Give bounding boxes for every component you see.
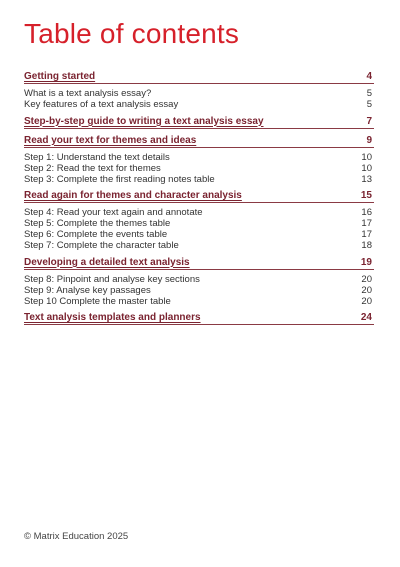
toc-entry[interactable] xyxy=(24,297,374,308)
page-title: Table of contents xyxy=(24,18,240,49)
toc-section xyxy=(24,115,374,129)
entry-page-number: 5 xyxy=(366,88,372,99)
toc-section-heading[interactable] xyxy=(24,256,374,270)
table-of-contents xyxy=(24,70,374,330)
section-page-number: 4 xyxy=(366,71,372,82)
toc-section-heading[interactable] xyxy=(24,189,374,203)
toc-entry[interactable] xyxy=(24,219,374,230)
section-page-number: 9 xyxy=(366,134,372,146)
entry-label: Step 7: Complete the character table xyxy=(24,240,179,251)
toc-entry[interactable] xyxy=(24,100,374,111)
section-page-number: 24 xyxy=(360,312,372,323)
toc-section-heading[interactable] xyxy=(24,115,374,129)
entry-page-number: 20 xyxy=(361,284,372,296)
entry-page-number: 10 xyxy=(361,151,372,163)
entry-label: Step 9: Analyse key passages xyxy=(24,284,151,296)
copyright-footer: © Matrix Education 2025 xyxy=(24,531,129,542)
entry-page-number: 10 xyxy=(361,162,372,174)
section-heading-label: Read your text for themes and ideas xyxy=(24,134,197,146)
entry-label: Step 8: Pinpoint and analyse key sections xyxy=(24,273,200,285)
toc-entry[interactable] xyxy=(24,230,374,241)
entry-page-number: 17 xyxy=(361,218,372,229)
entry-label: Step 10 Complete the master table xyxy=(24,295,171,307)
entry-label: Step 1: Understand the text details xyxy=(24,151,170,163)
toc-section-heading[interactable] xyxy=(24,134,374,148)
entry-label: Key features of a text analysis essay xyxy=(24,99,179,110)
entry-label: Step 6: Complete the events table xyxy=(24,229,168,240)
section-heading-label: Read again for themes and character analysis xyxy=(24,190,242,201)
entry-label: Step 2: Read the text for themes xyxy=(24,162,161,174)
entry-page-number: 13 xyxy=(361,173,372,185)
section-heading-label: Getting started xyxy=(24,71,96,82)
entry-page-number: 18 xyxy=(361,240,372,251)
entry-page-number: 5 xyxy=(366,99,372,110)
section-page-number: 15 xyxy=(360,190,372,201)
entry-label: Step 3: Complete the first reading notes table xyxy=(24,173,215,185)
toc-section xyxy=(24,134,374,186)
toc-section xyxy=(24,70,374,111)
entry-page-number: 17 xyxy=(361,229,372,240)
document-page xyxy=(24,0,374,567)
toc-entry[interactable] xyxy=(24,175,374,186)
entry-label: What is a text analysis essay? xyxy=(24,88,152,99)
section-heading-label: Text analysis templates and planners xyxy=(24,312,201,323)
toc-entry[interactable] xyxy=(24,275,374,286)
section-page-number: 19 xyxy=(360,256,372,268)
entry-label: Step 5: Complete the themes table xyxy=(24,218,171,229)
toc-section-heading[interactable] xyxy=(24,311,374,325)
entry-label: Step 4: Read your text again and annotate xyxy=(24,207,203,218)
entry-page-number: 20 xyxy=(361,273,372,285)
section-heading-label: Developing a detailed text analysis xyxy=(24,256,190,268)
toc-entry[interactable] xyxy=(24,164,374,175)
toc-section xyxy=(24,311,374,325)
section-heading-label: Step-by-step guide to writing a text analysis essay xyxy=(24,115,264,127)
toc-entry[interactable] xyxy=(24,208,374,219)
toc-entry[interactable] xyxy=(24,153,374,164)
entry-page-number: 20 xyxy=(361,295,372,307)
toc-entry[interactable] xyxy=(24,89,374,100)
toc-entry[interactable] xyxy=(24,286,374,297)
section-page-number: 7 xyxy=(366,115,372,127)
toc-section xyxy=(24,189,374,252)
entry-page-number: 16 xyxy=(361,207,372,218)
toc-entry[interactable] xyxy=(24,241,374,252)
toc-section-heading[interactable] xyxy=(24,70,374,84)
toc-section xyxy=(24,256,374,308)
